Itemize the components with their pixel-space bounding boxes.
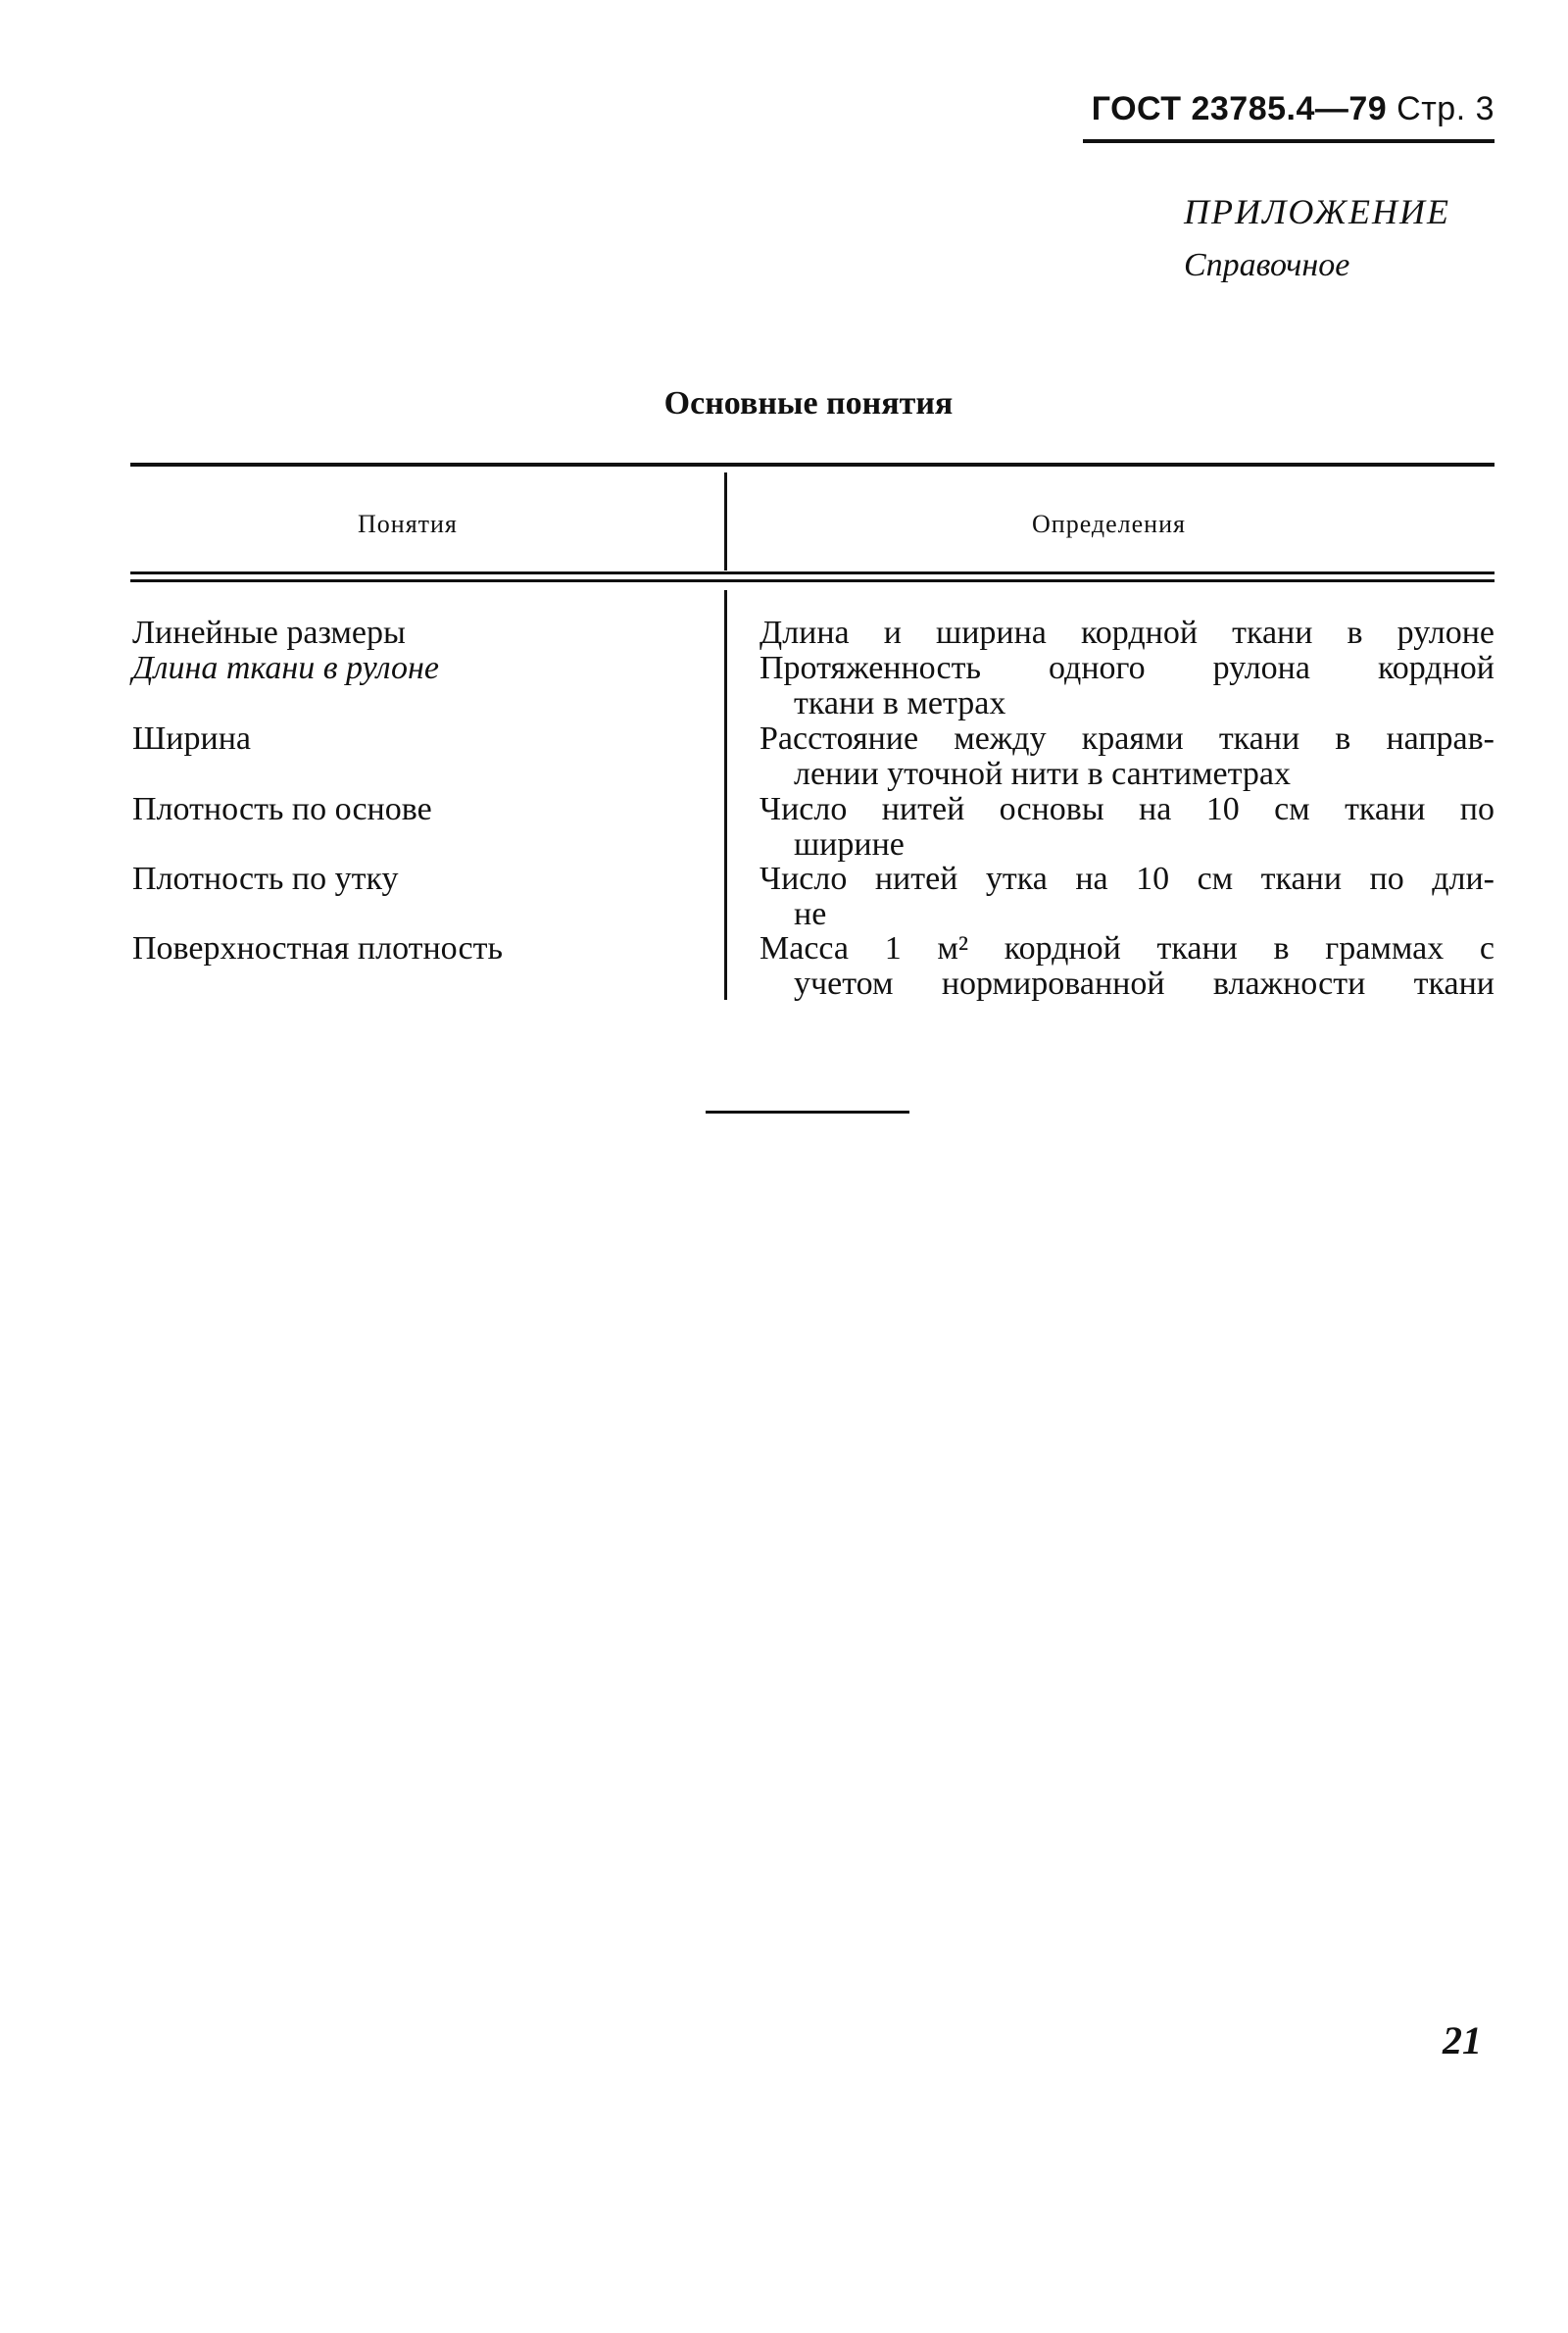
definition-line: ткани в метрах <box>794 685 1006 721</box>
definition-line: не <box>794 896 827 932</box>
definition-line: Число нитей утка на 10 см ткани по дли- <box>760 861 1494 897</box>
definition-line: Число нитей основы на 10 см ткани по <box>760 791 1494 827</box>
table-header-rule <box>130 571 1494 574</box>
definition-cell <box>760 616 1494 651</box>
running-header <box>1092 90 1494 128</box>
definition-line: Расстояние между краями ткани в направ- <box>760 720 1494 757</box>
column-header-terms: Понятия <box>358 510 458 538</box>
table-title: Основные понятия <box>663 385 954 422</box>
table-header-rule-double <box>130 579 1494 582</box>
end-of-section-rule <box>706 1111 909 1114</box>
term-cell: Линейные размеры <box>132 615 406 651</box>
term-cell: Поверхностная плотность <box>132 930 503 967</box>
definition-line: учетом нормированной влажности ткани <box>794 966 1494 1002</box>
term-cell: Плотность по основе <box>132 791 432 827</box>
table-top-rule <box>130 463 1494 467</box>
definition-cell <box>760 651 1494 721</box>
term-cell: Плотность по утку <box>132 861 399 897</box>
column-divider-body <box>724 590 727 1000</box>
definition-line: лении уточной нити в сантиметрах <box>794 756 1291 792</box>
definition-cell <box>760 931 1494 1002</box>
definition-cell <box>760 721 1494 792</box>
header-rule <box>1083 139 1494 143</box>
appendix-subtitle: Справочное <box>1184 247 1350 283</box>
appendix-title: ПРИЛОЖЕНИЕ <box>1184 192 1450 231</box>
definition-line: Протяженность одного рулона кордной <box>760 650 1494 686</box>
definition-cell <box>760 792 1494 863</box>
term-cell: Ширина <box>132 720 251 757</box>
term-cell: Длина ткани в рулоне <box>132 650 439 686</box>
definition-line: Длина и ширина кордной ткани в рулоне <box>760 615 1494 651</box>
standard-number: ГОСТ 23785.4—79 <box>1091 90 1388 127</box>
definition-line: Масса 1 м² кордной ткани в граммах с <box>760 930 1494 967</box>
page-number: 21 <box>1443 2018 1482 2062</box>
page-reference: Стр. 3 <box>1396 90 1494 127</box>
definition-cell <box>760 862 1494 932</box>
column-divider-header <box>724 472 727 571</box>
column-header-definitions: Определения <box>1032 510 1186 538</box>
definition-line: ширине <box>794 826 905 863</box>
